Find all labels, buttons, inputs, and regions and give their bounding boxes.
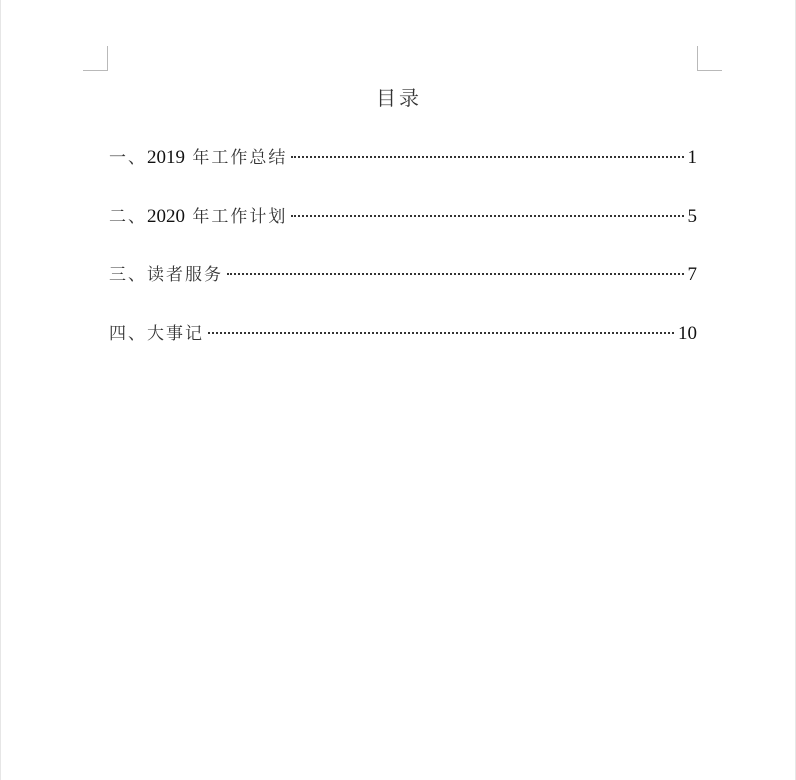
toc-dot-leader (208, 332, 674, 334)
toc-title: 目录 (376, 86, 422, 110)
toc-dot-leader (227, 273, 684, 275)
toc-entry-label: 一、2019 年工作总结 (109, 147, 288, 168)
toc-dot-leader (291, 156, 683, 158)
table-of-contents (109, 145, 697, 379)
toc-dot-leader (291, 215, 683, 217)
toc-entry[interactable] (109, 321, 697, 380)
toc-entry-page: 7 (687, 264, 697, 285)
top-right-margin-marker (697, 46, 722, 71)
toc-entry-page: 10 (678, 322, 697, 344)
toc-entry-page: 5 (687, 205, 697, 227)
toc-entry-label: 三、读者服务 (109, 265, 223, 285)
toc-entry[interactable] (109, 145, 697, 204)
toc-entry-label: 四、大事记 (109, 323, 204, 344)
toc-entry-page: 1 (687, 147, 697, 168)
toc-entry[interactable] (109, 204, 697, 263)
toc-entry[interactable] (109, 262, 697, 321)
top-left-margin-marker (83, 46, 108, 71)
toc-entry-label: 二、2020 年工作计划 (109, 205, 288, 227)
